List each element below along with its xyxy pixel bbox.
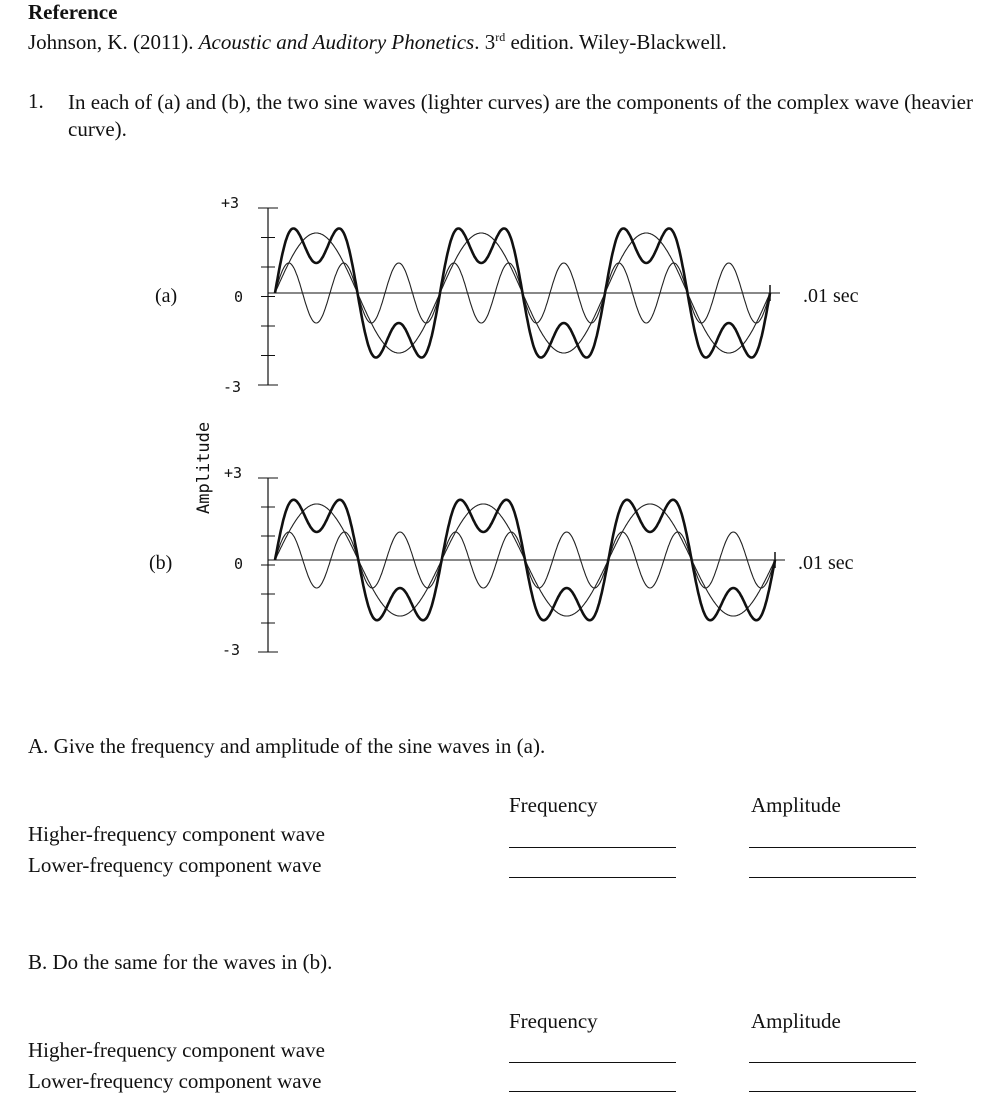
y-axis-label: Amplitude <box>194 421 214 514</box>
panel-a-tick-bottom: -3 <box>223 378 242 396</box>
reference-heading: Reference <box>28 0 118 24</box>
part-b-frequency-header: Frequency <box>509 1009 598 1033</box>
citation-edition-rest: edition. Wiley-Blackwell. <box>505 30 727 54</box>
part-a-low-amplitude-blank[interactable] <box>749 877 916 878</box>
part-b-low-frequency-blank[interactable] <box>509 1091 676 1092</box>
panel-b-tick-top: +3 <box>224 464 243 482</box>
part-b-high-amplitude-blank[interactable] <box>749 1062 916 1063</box>
part-a-high-frequency-blank[interactable] <box>509 847 676 848</box>
part-b-high-frequency-blank[interactable] <box>509 1062 676 1063</box>
citation-after-title: . 3 <box>474 30 496 54</box>
part-a-low-frequency-blank[interactable] <box>509 877 676 878</box>
citation-author-year: Johnson, K. (2011). <box>28 30 199 54</box>
part-a-frequency-header: Frequency <box>509 793 598 817</box>
citation-edition-sup: rd <box>495 30 506 44</box>
panel-a-tick-top: +3 <box>221 194 240 212</box>
panel-b-tick-zero: 0 <box>234 555 244 573</box>
panel-a-label: (a) <box>155 285 178 307</box>
panel-b-time-label: .01 sec <box>798 552 854 574</box>
question-number: 1. <box>28 89 44 113</box>
panel-b-tick-bottom: -3 <box>222 641 241 659</box>
question-text: In each of (a) and (b), the two sine waves (lighter curves) are the components of the complex wave (heavier curve). <box>68 90 973 141</box>
part-a-high-amplitude-blank[interactable] <box>749 847 916 848</box>
part-a-amplitude-header: Amplitude <box>751 793 841 817</box>
panel-b-label: (b) <box>149 552 173 574</box>
panel-a-plot <box>258 208 780 385</box>
panel-a-tick-zero: 0 <box>234 288 244 306</box>
citation-book-title: Acoustic and Auditory Phonetics <box>198 30 475 54</box>
part-b-prompt: B. Do the same for the waves in (b). <box>28 950 333 974</box>
part-b-row-low-label: Lower-frequency component wave <box>28 1069 322 1093</box>
panel-a-time-label: .01 sec <box>803 285 859 307</box>
part-a-prompt: A. Give the frequency and amplitude of the sine waves in (a). <box>28 734 546 758</box>
part-a-row-low-label: Lower-frequency component wave <box>28 853 322 877</box>
panel-b-plot <box>258 478 785 652</box>
part-b-amplitude-header: Amplitude <box>751 1009 841 1033</box>
part-a-row-high-label: Higher-frequency component wave <box>28 822 325 846</box>
part-b-row-high-label: Higher-frequency component wave <box>28 1038 325 1062</box>
part-b-low-amplitude-blank[interactable] <box>749 1091 916 1092</box>
